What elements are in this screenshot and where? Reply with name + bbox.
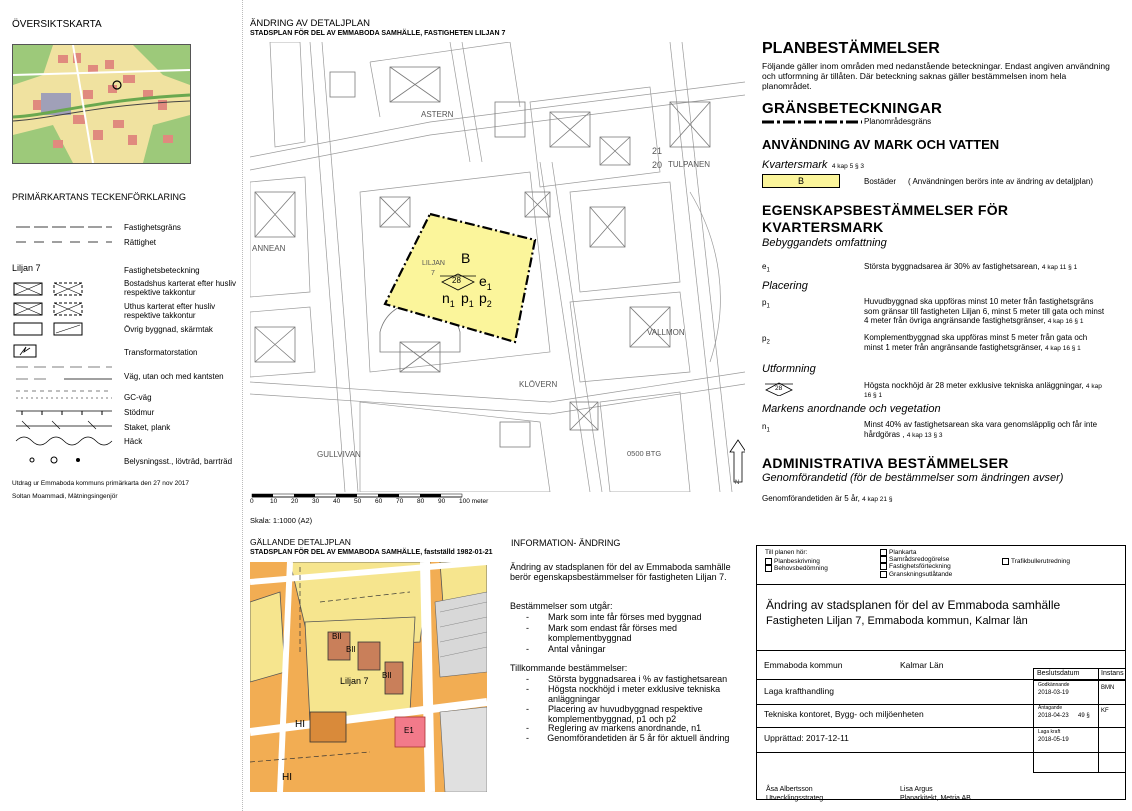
plan-height-code: 28 [452,276,461,285]
title-block-divider-2 [756,650,1126,651]
info-added-list: - Största byggnadsarea i % av fastighetsarean - Högsta nockhöjd i meter exklusive tekniska anläggningar - Placering av huvudbyggnad respektive komplementbyggnad, p1 och p2 - Reglering av markens anordnande, n1 - Genomförandetiden är 5 år för aktuell ändring [526,674,730,744]
e1-text: Största byggnadsarea är 30% av fastighetsarean, 4 kap 11 § 1 [864,262,1078,271]
map-label-astern: ASTERN [421,110,454,119]
provisions-intro: Följande gäller inom områden med nedanstående beteckningar. Endast angiven användning och utformning är tillåten. Där beteckning saknas gäller bestämmelsen inom hela planområdet. [762,61,1110,92]
use-title: ANVÄNDNING AV MARK OCH VATTEN [762,137,1000,152]
overview-title: ÖVERSIKTSKARTA [12,19,102,30]
title-block-divider-6 [756,752,1126,753]
cur-label-hi-1: HI [295,719,305,730]
p2-code: $p_2$ [762,334,770,346]
legend-fence: Staket, plank [124,423,171,432]
n1-text: Minst 40% av fastighetsarean ska vara genomsläpplig och får inte hårdgöras , 4 kap 13 § 3 [864,420,1098,439]
title-block-vline-2 [1098,668,1099,772]
plan-e-code: $e_1$ [479,273,492,292]
checkbox-icon[interactable] [1002,558,1009,565]
b-label: Bostäder [864,177,897,186]
ground-label: Markens anordnande och vegetation [762,403,941,415]
checklist-col-1: Planbeskrivning Behovsbedömning [765,558,828,572]
signer-2-role: Planarkitekt, Metria AB [900,795,971,802]
county: Kalmar Län [900,660,944,670]
map-label-gullvivan: GULLVIVAN [317,450,361,459]
title-block-decision-header [1033,680,1126,681]
map-label-liljan: LILJAN [422,260,445,267]
checkbox-icon[interactable] [880,571,887,578]
overview-map [12,44,191,164]
title-block-vline-1 [1033,668,1034,772]
cur-label-bii-1: BII [332,632,342,641]
municipality: Emmaboda kommun [764,660,843,670]
checkbox-icon[interactable] [880,556,887,563]
checklist-col-2: Plankarta Samrådsredogörelse Fastighetsförteckning Granskningsutlåtande [880,549,952,578]
signer-2-name: Lisa Argus [900,786,933,793]
signer-1-role: Utvecklingsstrateg [766,795,824,802]
info-removed-title: Bestämmelser som utgår: [510,601,613,611]
adopted-date: 2018-04-23 [1038,713,1069,719]
provisions-title: PLANBESTÄMMELSER [762,40,940,57]
map-label-num-7: 7 [431,270,435,277]
title-block-decision-top [1033,668,1126,669]
legend-cycle-path: GC-väg [124,393,152,402]
info-added-title: Tillkommande bestämmelser: [510,663,628,673]
p1-text: Huvudbyggnad ska uppföras minst 10 meter från fastighetsgräns som gränsar till fastigheten Liljan 6, minst 5 meter till gata och minst 4 meter från övriga angränsande fastighetsgränser, 4 kap 16 § 1 [864,297,1105,326]
status: Laga krafthandling [764,686,834,696]
fold-line [242,0,243,811]
info-title: INFORMATION- ÄNDRING [511,538,621,548]
legend-title: PRIMÄRKARTANS TECKENFÖRKLARING [12,192,187,202]
e1-code: $e_1$ [762,262,770,274]
main-subtitle: Fastigheten Liljan 7, Emmaboda kommun, Kalmar län [766,615,1028,627]
plan-boundary-symbol [762,119,862,125]
properties-title-2: KVARTERSMARK [762,219,884,235]
approved-date: 2018-03-19 [1038,690,1069,696]
block-label-row: Kvartersmark 4 kap 5 § 3 [762,159,865,171]
map-label-bottom: 0500 BTG [627,449,662,458]
time-label: Genomförandetid (för de bestämmelser som ändringen avser) [762,472,1064,484]
time-text: Genomförandetiden är 5 år, 4 kap 21 § [762,494,893,503]
approved-instance: BMN [1101,685,1115,691]
admin-title: ADMINISTRATIVA BESTÄMMELSER [762,455,1009,471]
legal-label: Laga kraft [1038,729,1061,735]
legend-property-designation: Fastighetsbeteckning [124,266,200,275]
legend-lighting: Belysningsst., lövträd, barrträd [124,457,233,466]
main-title: Ändring av stadsplanen för del av Emmaboda samhälle [766,598,1061,612]
map-label-kloven: KLÖVERN [519,380,558,389]
legend-retaining-wall: Stödmur [124,408,155,417]
b-code-box: B [762,174,840,188]
drawn-date: Upprättad: 2017-12-11 [764,733,849,743]
height-code: 28 [775,385,783,392]
checkbox-icon[interactable] [880,563,887,570]
main-map-subtitle: STADSPLAN FÖR DEL AV EMMABODA SAMHÄLLE, FASTIGHETEN LILJAN 7 [250,30,506,37]
p1-code: $p_1$ [762,298,770,310]
cur-label-e1: E1 [404,726,414,735]
legend-source-line: Utdrag ur Emmaboda kommuns primärkarta den 27 nov 2017 [12,480,190,487]
n1-code: $n_1$ [762,422,770,434]
cur-label-hi-2: HI [282,772,292,783]
legend-designation-sample: Liljan 7 [12,263,41,273]
current-plan-subtitle: STADSPLAN FÖR DEL AV EMMABODA SAMHÄLLE, fastställd 1982-01-21 [250,549,493,556]
office: Tekniska kontoret, Bygg- och miljöenheten [764,709,924,719]
map-label-tulpanen: TULPANEN [668,160,711,169]
map-label-annean: ANNEAN [252,244,286,253]
signer-1-name: Åsa Albertsson [766,786,813,793]
legend-road: Väg, utan och med kantsten [124,372,224,381]
properties-title-1: EGENSKAPSBESTÄMMELSER FÖR [762,202,1009,218]
map-label-num-20: 20 [652,160,663,170]
main-map-title: ÄNDRING AV DETALJPLAN [250,18,371,29]
instance-header: Instans [1101,670,1124,677]
plan-use-code: B [461,250,471,266]
north-arrow-label: N [735,480,740,486]
title-block-divider-1 [756,584,1126,585]
design-label: Utformning [762,363,816,375]
legend-hedge: Häck [124,437,143,446]
height-ref-2: 16 § 1 [864,392,883,399]
p2-text: Komplementbyggnad ska uppföras minst 5 meter från gata och minst 1 meter från angränsande fastighetsgränser, 4 kap 16 § 1 [864,333,1088,352]
main-map [250,42,745,492]
height-text: Högsta nockhöjd är 28 meter exklusive tekniska anläggningar, 4 kap [864,381,1102,390]
legend-transformer: Transformatorstation [124,348,198,357]
scale-ticks: 0 10 20 30 40 50 60 70 80 90 100 meter [250,498,489,505]
title-block-divider-4 [756,704,1126,705]
checkbox-icon[interactable] [765,558,772,565]
decision-header: Beslutsdatum [1037,670,1080,677]
adopted-ref: 49 § [1078,713,1090,719]
legend-symbols [12,215,122,485]
info-intro: Ändring av stadsplanen för del av Emmaboda samhälle berör egenskapsbestämmelser för fastigheten Liljan 7. [510,562,731,583]
title-block-decision-bottom [1033,772,1126,773]
info-removed-list: - Mark som inte får förses med byggnad - Mark som endast får förses med komplementbyggnad - Antal våningar [526,612,702,654]
legend-residential-building: Bostadshus karterat efter husliv respektive takkontur [124,279,237,298]
checkbox-icon[interactable] [880,549,887,556]
plan-p2-code: $p_2$ [479,290,492,309]
approved-label: Godkännande [1038,682,1070,688]
cur-label-liljan: Liljan 7 [340,676,369,686]
placement-label: Placering [762,280,808,292]
adopted-instance: KF [1101,708,1109,714]
legend-easement: Rättighet [124,238,157,247]
legend-other-building: Övrig byggnad, skärmtak [124,325,213,334]
adopted-label: Antagande [1038,705,1063,711]
legend-property-boundary: Fastighetsgräns [124,223,181,232]
legend-outbuilding: Uthus karterat efter husliv respektive takkontur [124,302,216,321]
title-block-divider-5 [756,727,1126,728]
scale-text: Skala: 1:1000 (A2) [250,516,313,525]
map-label-num-21: 21 [652,146,663,156]
boundary-title: GRÄNSBETECKNINGAR [762,100,943,117]
legend-surveyor-line: Soltan Moammadi, Mätningsingenjör [12,493,118,500]
cur-label-bii-2: BII [346,645,356,654]
b-note: ( Användningen berörs inte av ändring av detaljplan) [908,177,1094,186]
plan-p1-code: $p_1$ [461,290,474,309]
extent-label: Bebyggandets omfattning [762,237,887,249]
current-plan-title: GÄLLANDE DETALJPLAN [250,537,351,547]
checklist-col-3: Trafikbullerutredning [1002,558,1070,565]
to-plan-label: Till planen hör: [765,549,808,556]
plan-n-code: $n_1$ [442,290,455,309]
checkbox-icon[interactable] [765,565,772,572]
legal-date: 2018-05-19 [1038,737,1069,743]
cur-label-bii-3: BII [382,671,392,680]
boundary-label: Planområdesgräns [864,117,932,126]
map-label-vallmon: VALLMON [647,328,685,337]
